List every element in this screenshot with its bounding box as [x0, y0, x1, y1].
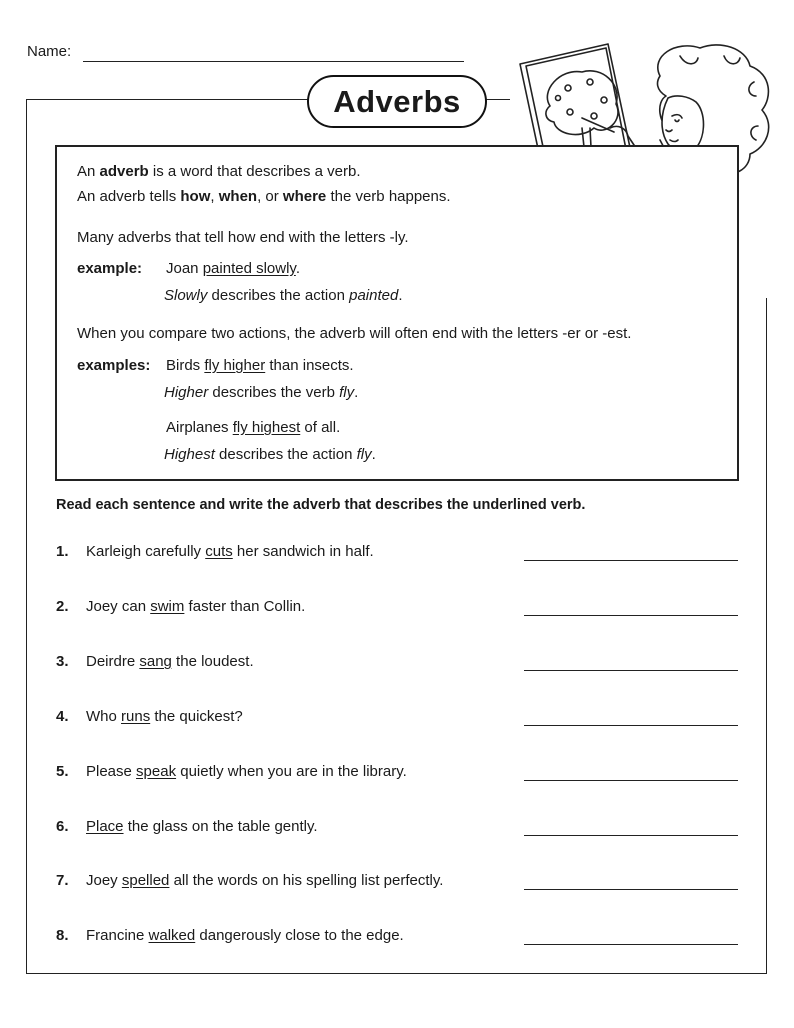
underlined-verb: sang — [139, 653, 172, 670]
underlined-verb: speak — [136, 763, 177, 780]
question-number: 6. — [56, 818, 69, 835]
question-sentence — [86, 598, 305, 615]
sentence-start: Francine — [86, 927, 149, 944]
sentence-end: her sandwich in half. — [232, 543, 374, 560]
definition-line-1: An adverb is a word that describes a verb. — [77, 163, 361, 180]
definition-line-2: An adverb tells how, when, or where the verb happens. — [77, 188, 451, 205]
question-number: 1. — [56, 543, 69, 560]
rule-er-est: When you compare two actions, the adverb will often end with the letters -er or -est. — [77, 325, 632, 342]
question-number: 8. — [56, 927, 69, 944]
example-sentence-1: Joan painted slowly. — [166, 260, 300, 277]
sentence-start: Karleigh carefully — [86, 543, 206, 560]
sentence-end: dangerously close to the edge. — [195, 927, 404, 944]
question-number: 3. — [56, 653, 69, 670]
page-title: Adverbs — [307, 75, 487, 128]
answer-blank[interactable] — [524, 835, 738, 836]
example-explanation-2: Higher describes the verb fly. — [164, 384, 359, 401]
question-number: 5. — [56, 763, 69, 780]
sentence-end: the loudest. — [171, 653, 254, 670]
sentence-end: all the words on his spelling list perfectly. — [169, 872, 444, 889]
underlined-verb: cuts — [205, 543, 233, 560]
sentence-start: Joey — [86, 872, 122, 889]
example-sentence-3: Airplanes fly highest of all. — [166, 419, 341, 436]
example-sentence-2: Birds fly higher than insects. — [166, 357, 354, 374]
sentence-end: quietly when you are in the library. — [176, 763, 407, 780]
question-sentence — [86, 927, 404, 944]
example-explanation-3: Highest describes the action fly. — [164, 446, 376, 463]
instructions: Read each sentence and write the adverb that describes the underlined verb. — [56, 497, 586, 513]
examples-label: examples: — [77, 357, 151, 374]
underlined-verb: Place — [86, 818, 124, 835]
question-sentence — [86, 872, 443, 889]
underlined-verb: spelled — [121, 872, 170, 889]
example-label: example: — [77, 260, 143, 277]
question-sentence — [86, 653, 254, 670]
sentence-end: faster than Collin. — [184, 598, 306, 615]
sentence-start: Deirdre — [86, 653, 140, 670]
question-sentence — [86, 763, 407, 780]
answer-blank[interactable] — [524, 615, 738, 616]
sentence-end: the glass on the table gently. — [123, 818, 318, 835]
name-label: Name: — [27, 43, 72, 60]
question-number: 2. — [56, 598, 69, 615]
answer-blank[interactable] — [524, 725, 738, 726]
sentence-end: the quickest? — [150, 708, 243, 725]
answer-blank[interactable] — [524, 670, 738, 671]
underlined-verb: walked — [148, 927, 196, 944]
question-number: 7. — [56, 872, 69, 889]
underlined-verb: swim — [150, 598, 185, 615]
sentence-start: Who — [86, 708, 122, 725]
example-explanation-1: Slowly describes the action painted. — [164, 287, 403, 304]
sentence-start: Please — [86, 763, 137, 780]
underlined-verb: runs — [121, 708, 151, 725]
question-sentence — [86, 543, 374, 560]
name-field[interactable] — [83, 61, 464, 62]
answer-blank[interactable] — [524, 560, 738, 561]
answer-blank[interactable] — [524, 944, 738, 945]
sentence-start: Joey can — [86, 598, 151, 615]
question-number: 4. — [56, 708, 69, 725]
question-sentence — [86, 708, 243, 725]
rule-ly: Many adverbs that tell how end with the letters -ly. — [77, 229, 409, 246]
answer-blank[interactable] — [524, 780, 738, 781]
question-sentence — [86, 818, 318, 835]
answer-blank[interactable] — [524, 889, 738, 890]
